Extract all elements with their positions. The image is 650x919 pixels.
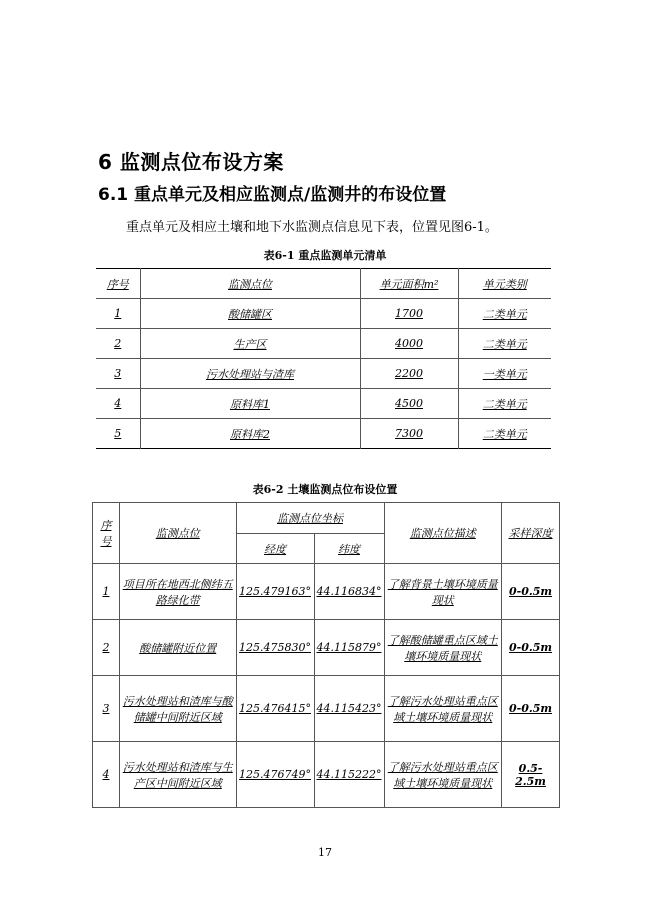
header-point: 监测点位 bbox=[140, 269, 360, 299]
soil-points-table bbox=[92, 502, 560, 808]
cell-area: 2200 bbox=[360, 359, 458, 389]
cell-area: 1700 bbox=[360, 299, 458, 329]
cell-area: 4000 bbox=[360, 329, 458, 359]
cell-point: 污水处理站与渣库 bbox=[140, 359, 360, 389]
cell-no: 5 bbox=[96, 419, 140, 449]
header-lon: 经度 bbox=[236, 534, 314, 564]
cell-category: 一类单元 bbox=[458, 359, 551, 389]
cell-no: 1 bbox=[93, 564, 120, 620]
header-depth: 采样深度 bbox=[502, 503, 560, 564]
table-row bbox=[96, 389, 551, 419]
header-no: 序号 bbox=[93, 503, 120, 564]
cell-area: 4500 bbox=[360, 389, 458, 419]
table-row bbox=[93, 742, 560, 808]
cell-depth: 0-0.5m bbox=[502, 564, 560, 620]
cell-category: 二类单元 bbox=[458, 419, 551, 449]
cell-point: 项目所在地西北侧纬五路绿化带 bbox=[119, 564, 236, 620]
cell-category: 二类单元 bbox=[458, 299, 551, 329]
table-row bbox=[93, 564, 560, 620]
subsection-heading: 6.1 重点单元及相应监测点/监测井的布设位置 bbox=[98, 185, 447, 205]
cell-lon: 125.476749° bbox=[236, 742, 314, 808]
table1-caption: 表6-1 重点监测单元清单 bbox=[263, 249, 387, 262]
cell-depth: 0.5-2.5m bbox=[502, 742, 560, 808]
header-desc: 监测点位描述 bbox=[384, 503, 502, 564]
header-area: 单元面积m² bbox=[360, 269, 458, 299]
cell-lon: 125.479163° bbox=[236, 564, 314, 620]
table-header-row bbox=[93, 503, 560, 534]
cell-no: 3 bbox=[93, 676, 120, 742]
cell-no: 2 bbox=[93, 620, 120, 676]
cell-lat: 44.115222° bbox=[314, 742, 384, 808]
cell-desc: 了解污水处理站重点区域土壤环境质量现状 bbox=[384, 742, 502, 808]
cell-depth: 0-0.5m bbox=[502, 620, 560, 676]
key-units-table bbox=[96, 268, 551, 449]
cell-area: 7300 bbox=[360, 419, 458, 449]
table-row bbox=[96, 329, 551, 359]
table2-caption: 表6-2 土壤监测点位布设位置 bbox=[252, 483, 398, 496]
cell-no: 1 bbox=[96, 299, 140, 329]
cell-point: 酸储罐区 bbox=[140, 299, 360, 329]
cell-point: 污水处理站和渣库与酸储罐中间附近区域 bbox=[119, 676, 236, 742]
cell-lat: 44.115423° bbox=[314, 676, 384, 742]
header-no: 序号 bbox=[96, 269, 140, 299]
header-coords: 监测点位坐标 bbox=[236, 503, 384, 534]
cell-no: 4 bbox=[96, 389, 140, 419]
header-category: 单元类别 bbox=[458, 269, 551, 299]
cell-point: 原料库1 bbox=[140, 389, 360, 419]
section-heading: 6 监测点位布设方案 bbox=[98, 150, 284, 174]
cell-point: 生产区 bbox=[140, 329, 360, 359]
table-row bbox=[96, 359, 551, 389]
table-row bbox=[96, 299, 551, 329]
cell-point: 原料库2 bbox=[140, 419, 360, 449]
cell-lat: 44.116834° bbox=[314, 564, 384, 620]
header-point: 监测点位 bbox=[119, 503, 236, 564]
cell-lon: 125.475830° bbox=[236, 620, 314, 676]
cell-desc: 了解污水处理站重点区域土壤环境质量现状 bbox=[384, 676, 502, 742]
cell-depth: 0-0.5m bbox=[502, 676, 560, 742]
cell-point: 酸储罐附近位置 bbox=[119, 620, 236, 676]
cell-no: 2 bbox=[96, 329, 140, 359]
cell-lat: 44.115879° bbox=[314, 620, 384, 676]
cell-no: 3 bbox=[96, 359, 140, 389]
cell-lon: 125.476415° bbox=[236, 676, 314, 742]
table-header-row bbox=[96, 269, 551, 299]
intro-paragraph: 重点单元及相应土壤和地下水监测点信息见下表，位置见图6-1。 bbox=[126, 220, 498, 235]
cell-desc: 了解背景土壤环境质量现状 bbox=[384, 564, 502, 620]
cell-desc: 了解酸储罐重点区域土壤环境质量现状 bbox=[384, 620, 502, 676]
table-row bbox=[93, 620, 560, 676]
cell-category: 二类单元 bbox=[458, 389, 551, 419]
cell-point: 污水处理站和渣库与生产区中间附近区域 bbox=[119, 742, 236, 808]
table-row bbox=[93, 676, 560, 742]
header-lat: 纬度 bbox=[314, 534, 384, 564]
page-number: 17 bbox=[318, 846, 332, 859]
cell-no: 4 bbox=[93, 742, 120, 808]
cell-category: 二类单元 bbox=[458, 329, 551, 359]
table-row bbox=[96, 419, 551, 449]
